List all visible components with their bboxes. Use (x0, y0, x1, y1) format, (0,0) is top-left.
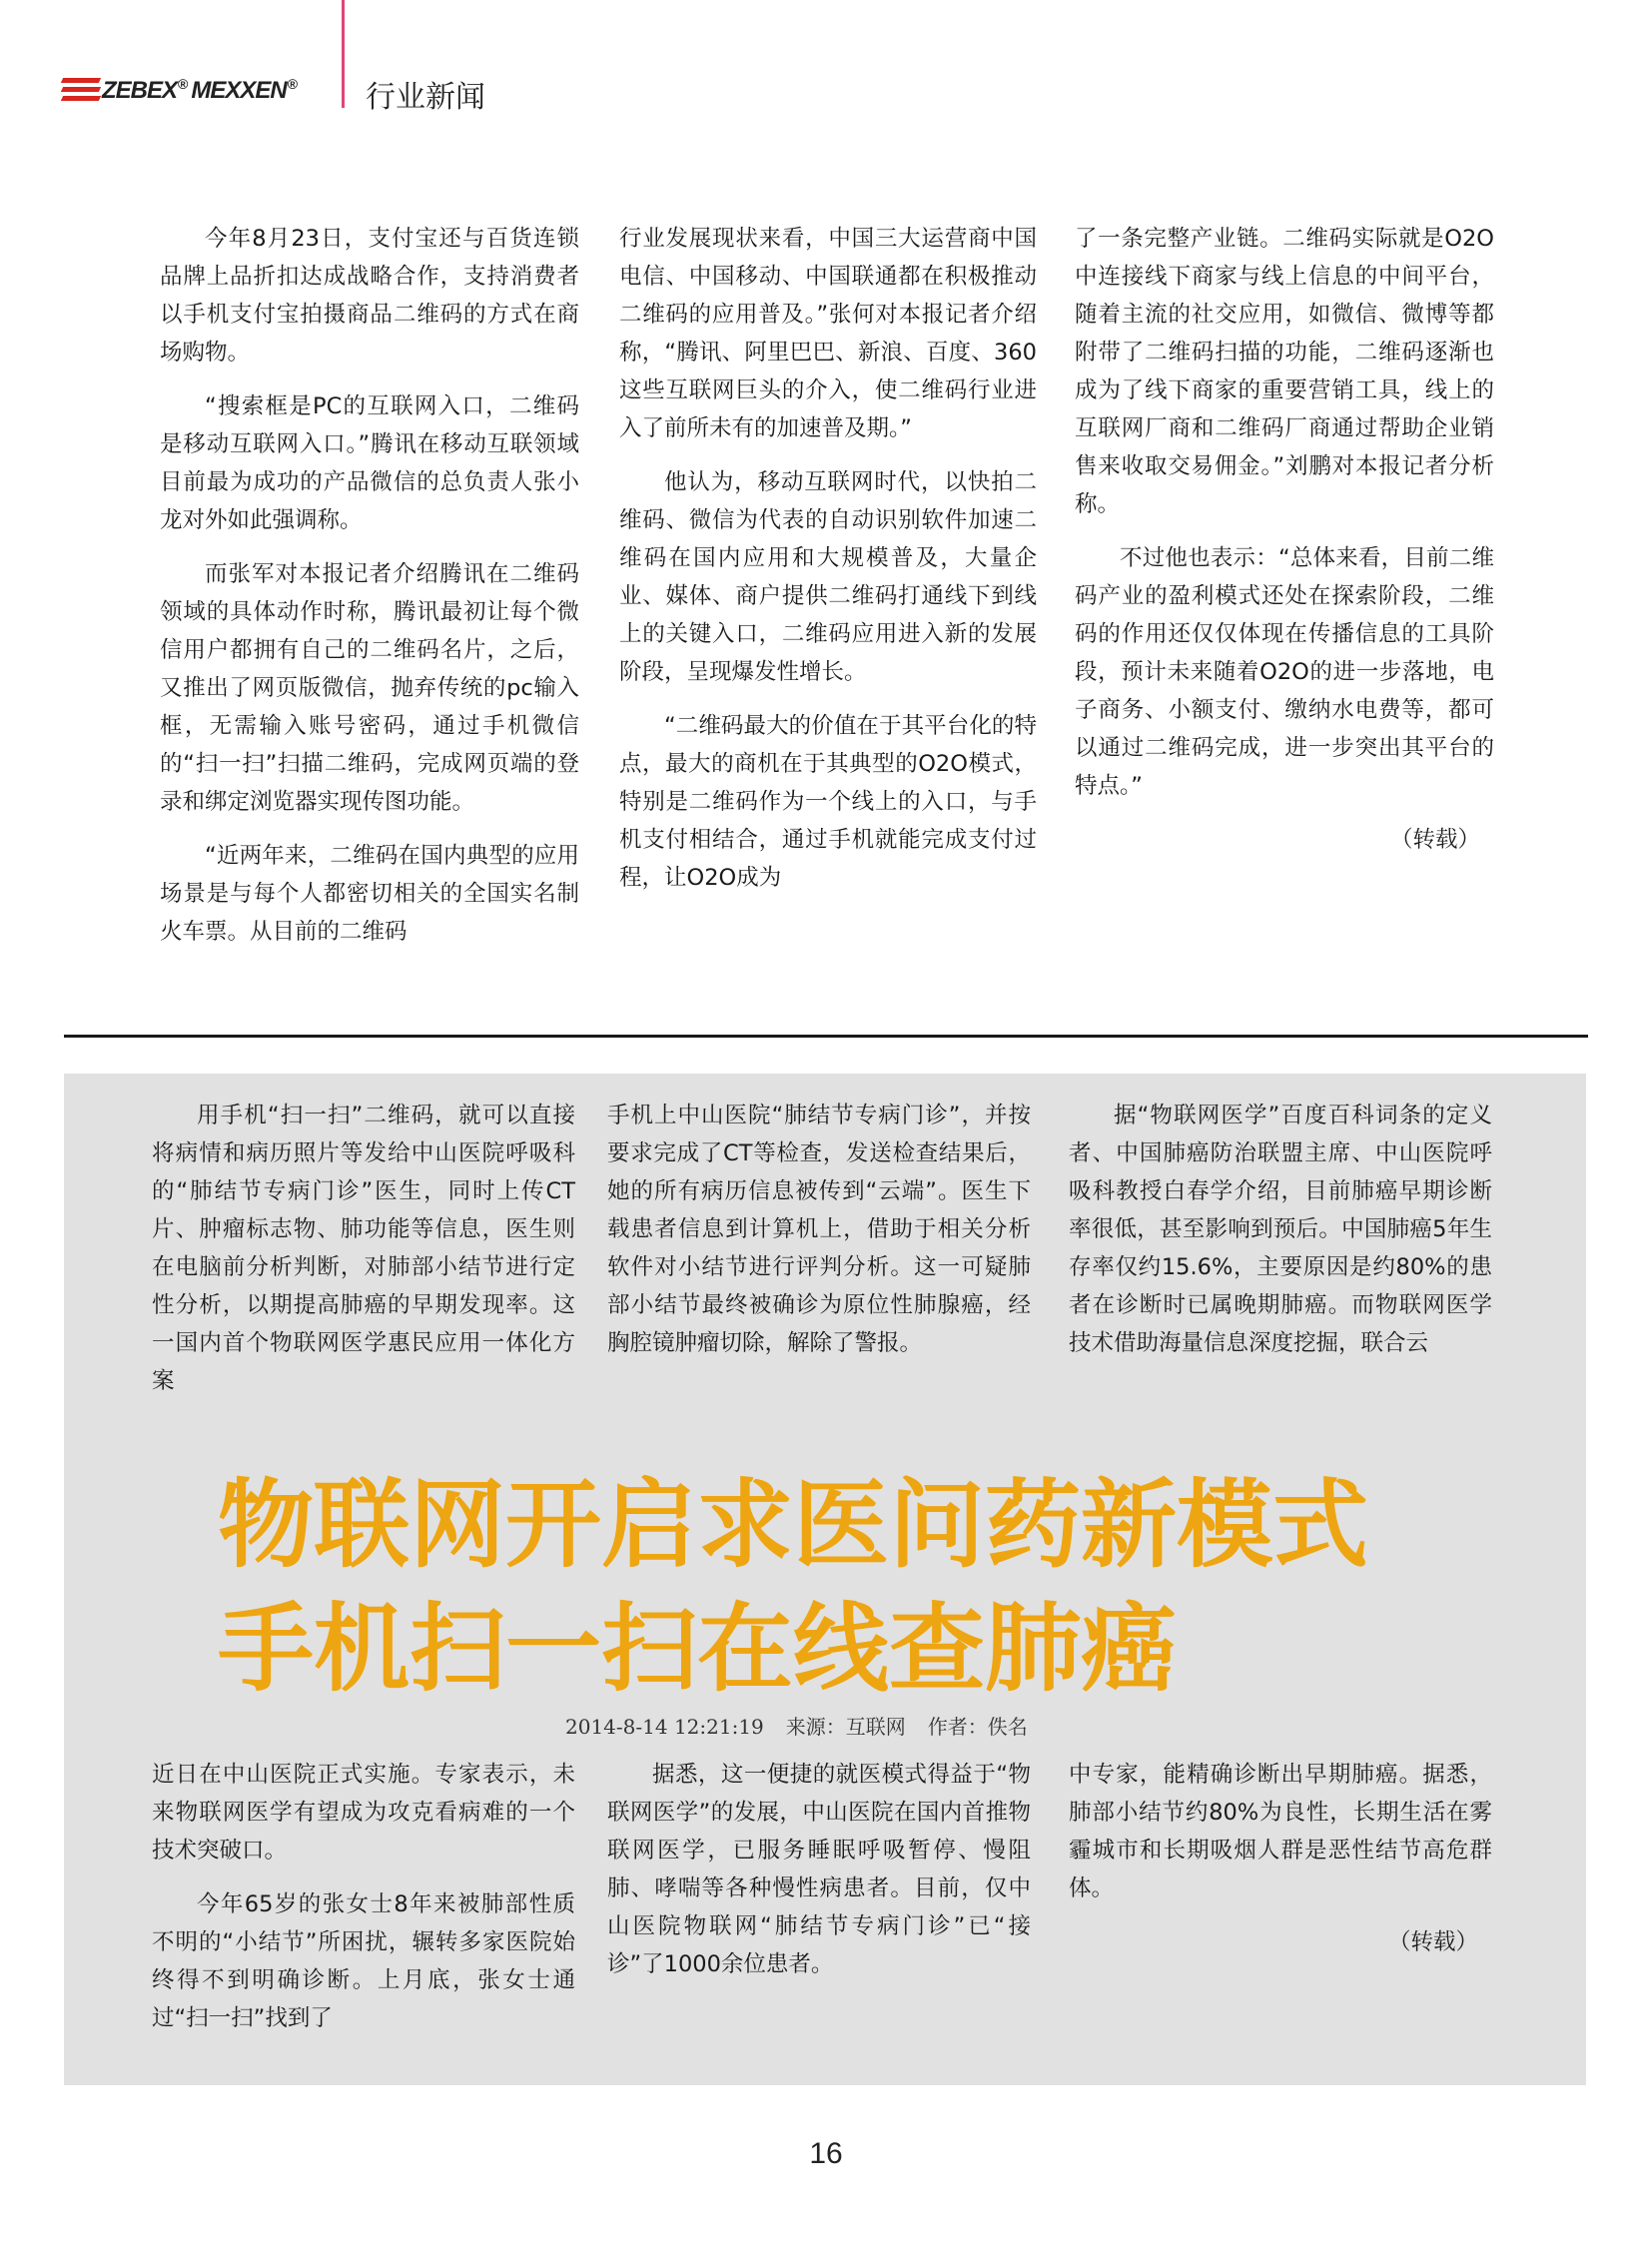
paragraph: “搜索框是PC的互联网入口，二维码是移动互联网入口。”腾讯在移动互联领域目前最为成功的产品微信的总负责人张小龙对外如此强调称。 (160, 393, 579, 533)
paragraph: 据“物联网医学”百度百科词条的定义者、中国肺癌防治联盟主席、中山医院呼吸科教授白春学介绍，目前肺癌早期诊断率很低，甚至影响到预后。中国肺癌5年生存率仅约15.6%，主要原因是约80%的患者在诊断时已属晚期肺癌。而物联网医学技术借助海量信息深度挖掘，联合云 (1069, 1103, 1492, 1356)
publish-date: 2014-8-14 12:21:19 (565, 1715, 764, 1739)
paragraph-continued: 行业发展现状来看，中国三大运营商中国电信、中国移动、中国联通都在积极推动二维码的应用普及。”张何对本报记者介绍称，“腾讯、阿里巴巴、新浪、百度、360这些互联网巨头的介入，使二维码行业进入了前所未有的加速普及期。” (619, 226, 1037, 441)
zebex-mark-icon (62, 75, 100, 105)
paragraph-continued: 近日在中山医院正式实施。专家表示，未来物联网医学有望成为攻克看病难的一个技术突破口。 (152, 1762, 575, 1864)
section-label: 行业新闻 (366, 80, 485, 115)
feature-upper-column-1 (152, 1097, 575, 1416)
article-author: 作者：佚名 (927, 1715, 1028, 1739)
top-article-column-3 (1075, 220, 1494, 875)
top-article-column-2 (619, 220, 1037, 913)
paragraph-continued: 中专家，能精确诊断出早期肺癌。据悉，肺部小结节约80%为良性，长期生活在雾霾城市和长期吸烟人群是恶性结节高危群体。 (1069, 1762, 1492, 1901)
paragraph-continued: 了一条完整产业链。二维码实际就是O2O中连接线下商家与线上信息的中间平台，随着主流的社交应用，如微信、微博等都附带了二维码扫描的功能，二维码逐渐也成为了线下商家的重要营销工具，线上的互联网厂商和二维码厂商通过帮助企业销售来收取交易佣金。”刘鹏对本报记者分析称。 (1075, 226, 1494, 517)
paragraph: 他认为，移动互联网时代，以快拍二维码、微信为代表的自动识别软件加速二维码在国内应用和大规模普及，大量企业、媒体、商户提供二维码打通线下到线上的关键入口，二维码应用进入新的发展阶段，呈现爆发性增长。 (619, 469, 1037, 685)
header-accent-rule (342, 0, 345, 108)
feature-upper-column-2 (607, 1097, 1031, 1378)
article-byline (565, 1711, 1050, 1740)
page-number: 16 (809, 2137, 843, 2170)
feature-lower-column-2 (607, 1756, 1031, 1999)
paragraph: 今年8月23日，支付宝还与百货连锁品牌上品折扣达成战略合作，支持消费者以手机支付宝拍摄商品二维码的方式在商场购物。 (160, 226, 579, 366)
logo-brand-mexxen: MEXXEN (191, 76, 287, 104)
page-header (0, 0, 1652, 150)
feature-lower-column-3 (1069, 1756, 1492, 1977)
paragraph: 用手机“扫一扫”二维码，就可以直接将病情和病历照片等发给中山医院呼吸科的“肺结节专病门诊”医生，同时上传CT片、肿瘤标志物、肺功能等信息，医生则在电脑前分析判断，对肺部小结节进行定性分析，以期提高肺癌的早期发现率。这一国内首个物联网医学惠民应用一体化方案 (152, 1103, 575, 1394)
paragraph: “二维码最大的价值在于其平台化的特点，最大的商机在于其典型的O2O模式，特别是二维码作为一个线上的入口，与手机支付相结合，通过手机就能完成支付过程，让O2O成为 (619, 713, 1037, 891)
paragraph-continued: 手机上中山医院“肺结节专病门诊”，并按要求完成了CT等检查，发送检查结果后，她的所有病历信息被传到“云端”。医生下载患者信息到计算机上，借助于相关分析软件对小结节进行评判分析。这一可疑肺部小结节最终被确诊为原位性肺腺癌，经胸腔镜肿瘤切除，解除了警报。 (607, 1103, 1031, 1356)
feature-upper-column-3 (1069, 1097, 1492, 1378)
paragraph: 据悉，这一便捷的就医模式得益于“物联网医学”的发展，中山医院在国内首推物联网医学，已服务睡眠呼吸暂停、慢阻肺、哮喘等各种慢性病患者。目前，仅中山医院物联网“肺结节专病门诊”已“接诊”了1000余位患者。 (607, 1762, 1031, 1977)
paragraph: “近两年来，二维码在国内典型的应用场景是与每个人都密切相关的全国实名制火车票。从目前的二维码 (160, 843, 579, 945)
reprint-credit: （转载） (1389, 827, 1480, 853)
logo-brand-zebex: ZEBEX (102, 76, 178, 104)
paragraph: 而张军对本报记者介绍腾讯在二维码领域的具体动作时称，腾讯最初让每个微信用户都拥有自己的二维码名片，之后，又推出了网页版微信，抛弃传统的pc输入框，无需输入账号密码，通过手机微信的“扫一扫”扫描二维码，完成网页端的登录和绑定浏览器实现传图功能。 (160, 561, 579, 815)
headline-line-2: 手机扫一扫在线查肺癌 (218, 1593, 1177, 1705)
brand-logo: ZEBEX® MEXXEN® (62, 70, 301, 110)
paragraph: 今年65岁的张女士8年来被肺部性质不明的“小结节”所困扰，辗转多家医院始终得不到明确诊断。上月底，张女士通过“扫一扫”找到了 (152, 1891, 575, 2031)
headline-line-1: 物联网开启求医问药新模式 (218, 1469, 1368, 1581)
paragraph: 不过他也表示：“总体来看，目前二维码产业的盈利模式还处在探索阶段，二维码的作用还仅仅体现在传播信息的工具阶段，预计未来随着O2O的进一步落地，电子商务、小额支付、缴纳水电费等，都可以通过二维码完成，进一步突出其平台的特点。” (1075, 545, 1494, 799)
top-article-column-1 (160, 220, 579, 967)
section-divider (64, 1035, 1588, 1038)
reprint-credit: （转载） (1387, 1929, 1478, 1955)
feature-lower-column-1 (152, 1756, 575, 2053)
article-source: 来源：互联网 (785, 1715, 906, 1739)
